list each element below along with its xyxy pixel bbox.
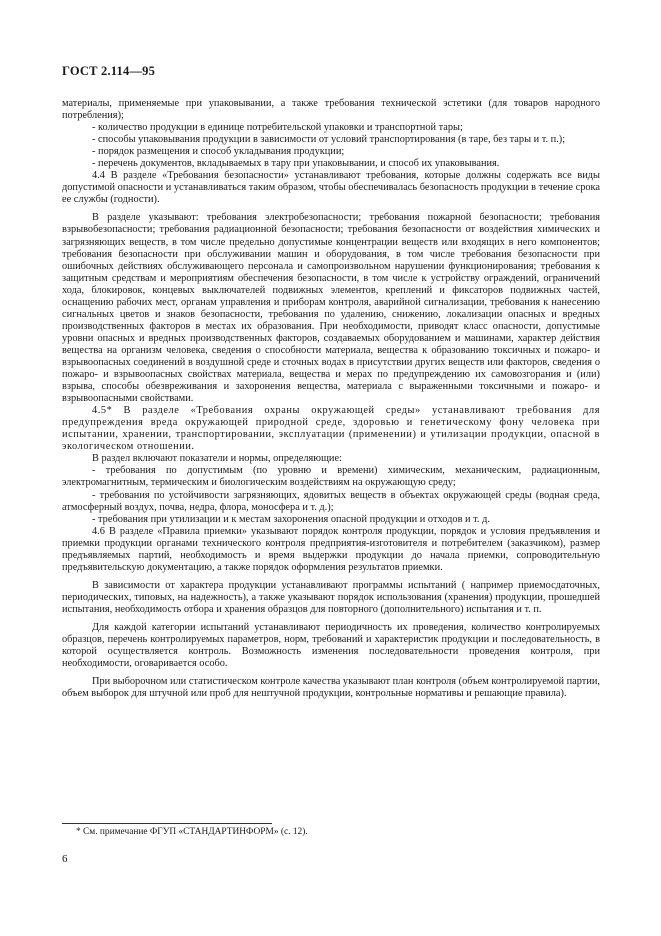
list-item: - требования по устойчивости загрязняющих, ядовитых веществ в объектах окружающей среды (водная среда, атмосферный воздух, почва, недра, флора, моносфера и т. д.); xyxy=(62,489,600,513)
section-4-4: 4.4 В разделе «Требования безопасности» устанавливают требования, которые должны содержать все виды допустимой опасности и устанавливаться таким образом, чтобы обеспечивалась безопасность продукции в течение срока ее службы (годности). xyxy=(62,170,600,206)
list-item: - способы упаковывания продукции в зависимости от условий транспортирования (в таре, без тары и т. п.); xyxy=(92,134,566,146)
paragraph: В разделе указывают: требования электробезопасности; требования пожарной безопасности; требования взрывобезопасности; требования радиационной безопасности; требования безопасности от воздействия химических и загрязняющих веществ, в том числе предельно допустимые концентрации веществ или входящих в него компонентов; требования безопасности при обслуживании машин и оборудования, в том числе требования безопасности при ошибочных действиях обслуживающего персонала и самопроизвольном нарушении функционирования; требования к защитным средствам и мероприятиям обеспечения безопасности, в том числе к устройству ограждений, ограничений хода, блокировок, концевых выключателей подвижных элементов, креплений и фиксаторов подвижных частей, оснащению рабочих мест, органам управления и приборам контроля, аварийной сигнализации, требования к нанесению сигнальных цветов и знаков безопасности, требования по удалению, снижению, локализации опасных и вредных производственных факторов в местах их образования. При необходимости, приводят класс опасности, допустимые уровни опасных и вредных производственных факторов, создаваемых оборудованием и машинами, характер действия вещества на организм человека, сведения о способности материала, вещества к образованию токсичных и пожаро- и взрывоопасных соединений в воздушной среде и сточных водах в присутствии других веществ или факторов, сведения о пожаро- и взрывоопасных свойствах материала, вещества и мерах по предупреждению их самовозгорания и (или) взрыва, способы обезвреживания и захоронения вещества, материала с выраженными токсичными и пожаро- и взрывоопасными свойствами. xyxy=(62,212,600,405)
list-item: - перечень документов, вкладываемых в тару при упаковывании, и способ их упаковывания. xyxy=(92,158,500,170)
list-item: - требования по допустимым (по уровню и времени) химическим, механическим, радиационным, электромагнитным, термическим и биологическим воздействиям на окружающую среду; xyxy=(62,465,600,489)
list-item: - количество продукции в единице потребительской упаковки и транспортной тары; xyxy=(92,122,463,134)
paragraph: В раздел включают показатели и нормы, определяющие: xyxy=(92,453,342,465)
paragraph: Для каждой категории испытаний устанавливают периодичность их проведения, количество контролируемых образцов, перечень контролируемых параметров, норм, требований и характеристик продукции и последовательность, в которой осуществляется контроль. Возможность изменения последовательности проведения контроля, при необходимости, оговаривается особо. xyxy=(62,621,600,670)
list-item: - порядок размещения и способ укладывания продукции; xyxy=(92,146,345,158)
list-item: - требования при утилизации и к местам захоронения опасной продукции и отходов и т. д. xyxy=(92,513,490,525)
footnote-divider xyxy=(62,823,272,824)
standard-header: ГОСТ 2.114—95 xyxy=(62,64,156,78)
paragraph: В зависимости от характера продукции устанавливают программы испытаний ( например приемосдаточных, периодических, типовых, на надежность), а также указывают порядок использования (хранения) продукции, прошедшей испытания, необходимость отбора и хранения образцов для повторного (дополнительного) испытания и т. п. xyxy=(62,579,600,615)
body-text xyxy=(62,98,600,700)
footnote: * См. примечание ФГУП «СТАНДАРТИНФОРМ» (с. 12). xyxy=(76,827,308,837)
page-number: 6 xyxy=(62,853,68,865)
paragraph: материалы, применяемые при упаковывании, а также требования технической эстетики (для товаров народного потребления); xyxy=(62,98,600,122)
paragraph: При выборочном или статистическом контроле качества указывают план контроля (объем контролируемой партии, объем выборок для штучной или проб для нештучной продукции, контрольные нормативы и решающие правила). xyxy=(62,676,600,700)
section-4-6: 4.6 В разделе «Правила приемки» указывают порядок контроля продукции, порядок и условия предъявления и приемки продукции органами технического контроля предприятия-изготовителя и потребителем (заказчиком), размер предъявляемых партий, необходимость и время выдержки продукции до начала приемки, сопроводительную предъявительскую документацию, а также порядок оформления результатов приемки. xyxy=(62,525,600,573)
section-4-5: 4.5* В разделе «Требования охраны окружающей среды» устанавливают требования для предупреждения вреда окружающей природной среде, здоровью и генетическому фону человека при испытании, хранении, транспортировании, эксплуатации (применении) и утилизации продукции, опасной в экологическом отношении. xyxy=(62,405,600,453)
